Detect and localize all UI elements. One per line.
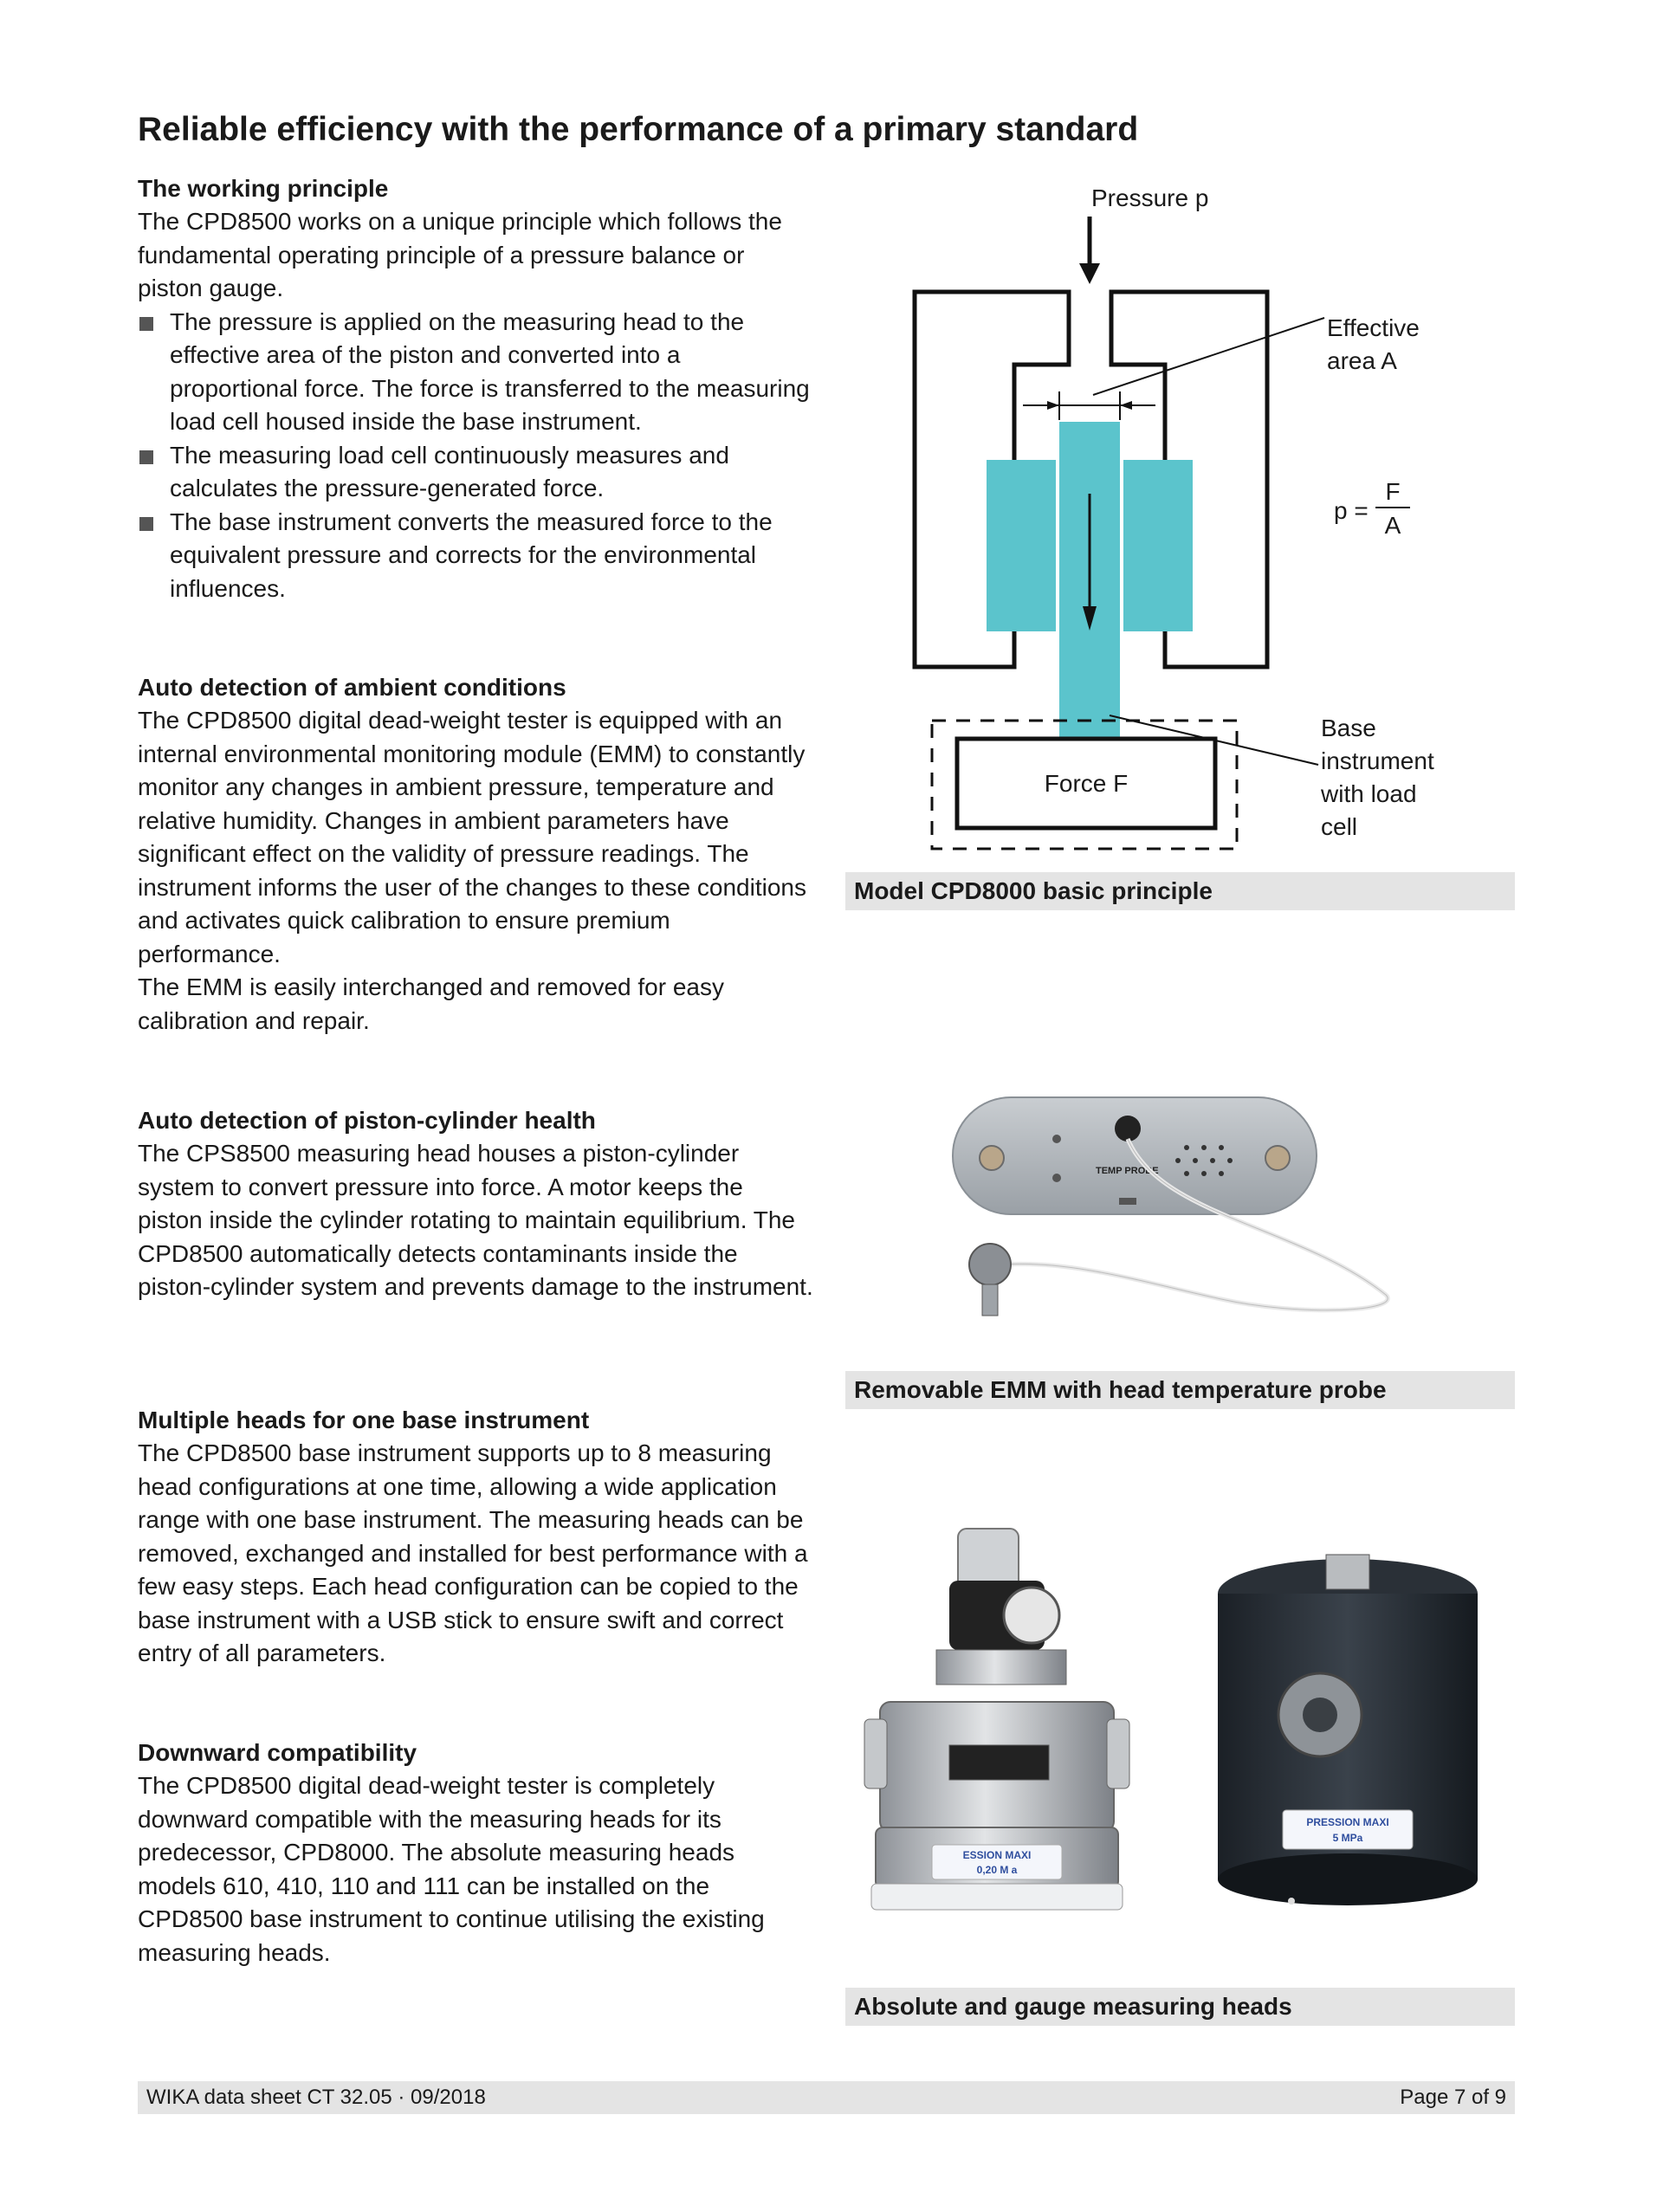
effective-area-label: area A [1327,347,1397,374]
head-label: ESSION MAXI [962,1849,1032,1861]
bullet-list [138,306,813,606]
section-paragraph: The CPD8500 digital dead-weight tester is completely downward compatible with the measuring heads for its predecessor, CPD8000. The absolute measuring heads models 610, 410, 110 and 111 can be installed on the CPD8500 base instrument to continue utilising the existing measuring heads. [138,1772,765,1966]
base-instrument-label: Base [1321,715,1376,741]
section-heading: Auto detection of piston-cylinder health [138,1107,596,1134]
page-title: Reliable efficiency with the performance of a primary standard [138,111,1139,148]
section-heading: The working principle [138,175,389,202]
head-label: 0,20 M a [976,1864,1018,1876]
base-instrument-label: cell [1321,813,1358,840]
emm-photo [935,1087,1420,1347]
base-instrument-label: with load [1321,780,1417,807]
list-item: The pressure is applied on the measuring head to the effective area of the piston and converted into a proportional force. The force is transferred to the measuring load cell housed inside the base instrument. [138,306,813,439]
hole-icon [1052,1135,1061,1143]
head-label: PRESSION MAXI [1306,1816,1389,1828]
heads-caption: Absolute and gauge measuring heads [845,1988,1515,2026]
section-multiple-heads [138,1404,813,1671]
pressure-arrow-head [1079,263,1100,284]
diagram-caption: Model CPD8000 basic principle [845,872,1515,910]
probe-tip-icon [982,1284,998,1316]
pressure-label: Pressure p [1091,184,1209,211]
principle-diagram [845,173,1515,866]
cylinder-right [1123,460,1193,631]
list-item: The measuring load cell continuously measures and calculates the pressure-generated force. [138,439,813,506]
head-label: 5 MPa [1332,1832,1363,1844]
dimension-arrow-right [1120,401,1132,410]
formula-numerator: F [1385,478,1401,505]
section-heading: Downward compatibility [138,1739,417,1766]
formula-lhs: p = [1334,497,1369,524]
probe-socket-icon [1115,1116,1141,1142]
base-instrument-label: instrument [1321,747,1434,774]
footer-page-number: Page 7 of 9 [1400,2086,1506,2109]
page-footer [138,2081,1515,2114]
section-paragraph: The CPD8500 digital dead-weight tester is equipped with an internal environmental monitoring module (EMM) to constantly monitor any changes in ambient pressure, temperature and relative humidity. Changes in ambient parameters have significant effect on the validity of pressure readings. The instrument informs the user of the changes to these conditions and activates quick calibration to ensure premium performance. [138,707,806,967]
valve-knob-icon [1004,1588,1059,1643]
section-intro: The CPD8500 works on a unique principle which follows the fundamental operating principle of a pressure balance or piston gauge. [138,208,782,301]
formula-denominator: A [1384,512,1401,539]
screw-icon [1265,1146,1290,1170]
emm-caption: Removable EMM with head temperature probe [845,1371,1515,1409]
section-piston-health [138,1104,813,1304]
hole-icon [1052,1174,1061,1182]
cylinder-left [987,460,1056,631]
section-working-principle [138,172,813,605]
effective-area-leader [1093,318,1324,395]
section-paragraph: The CPD8500 base instrument supports up to 8 measuring head configurations at one time, allowing a wide application range with one base instrument. The measuring heads can be removed, exchanged and installed for best performance with a few easy steps. Each head configuration can be copied to the base instrument with a USB stick to ensure swift and correct entry of all parameters. [138,1439,808,1666]
temperature-probe-icon [969,1244,1011,1285]
gauge-measuring-head [1218,1555,1478,1905]
section-heading: Auto detection of ambient conditions [138,674,566,701]
connector-slot-icon [1119,1198,1136,1205]
section-ambient-conditions [138,671,813,1038]
screw-icon [980,1146,1004,1170]
probe-label: TEMP PROBE [1096,1166,1159,1176]
dimension-arrow-left [1047,401,1059,410]
section-downward-compatibility [138,1737,813,1969]
heads-photo [854,1520,1512,1953]
section-paragraph: The EMM is easily interchanged and removed for easy calibration and repair. [138,973,724,1034]
footer-document-id: WIKA data sheet CT 32.05 · 09/2018 [146,2086,486,2109]
force-label: Force F [1044,770,1129,797]
effective-area-label: Effective [1327,314,1420,341]
section-heading: Multiple heads for one base instrument [138,1407,590,1433]
list-item: The base instrument converts the measured force to the equivalent pressure and corrects for the environmental influences. [138,506,813,606]
absolute-measuring-head [864,1529,1129,1910]
section-paragraph: The CPS8500 measuring head houses a piston-cylinder system to convert pressure into force. A motor keeps the piston inside the cylinder rotating to maintain equilibrium. The CPD8500 automatically detects contaminants inside the piston-cylinder system and prevents damage to the instrument. [138,1140,813,1300]
